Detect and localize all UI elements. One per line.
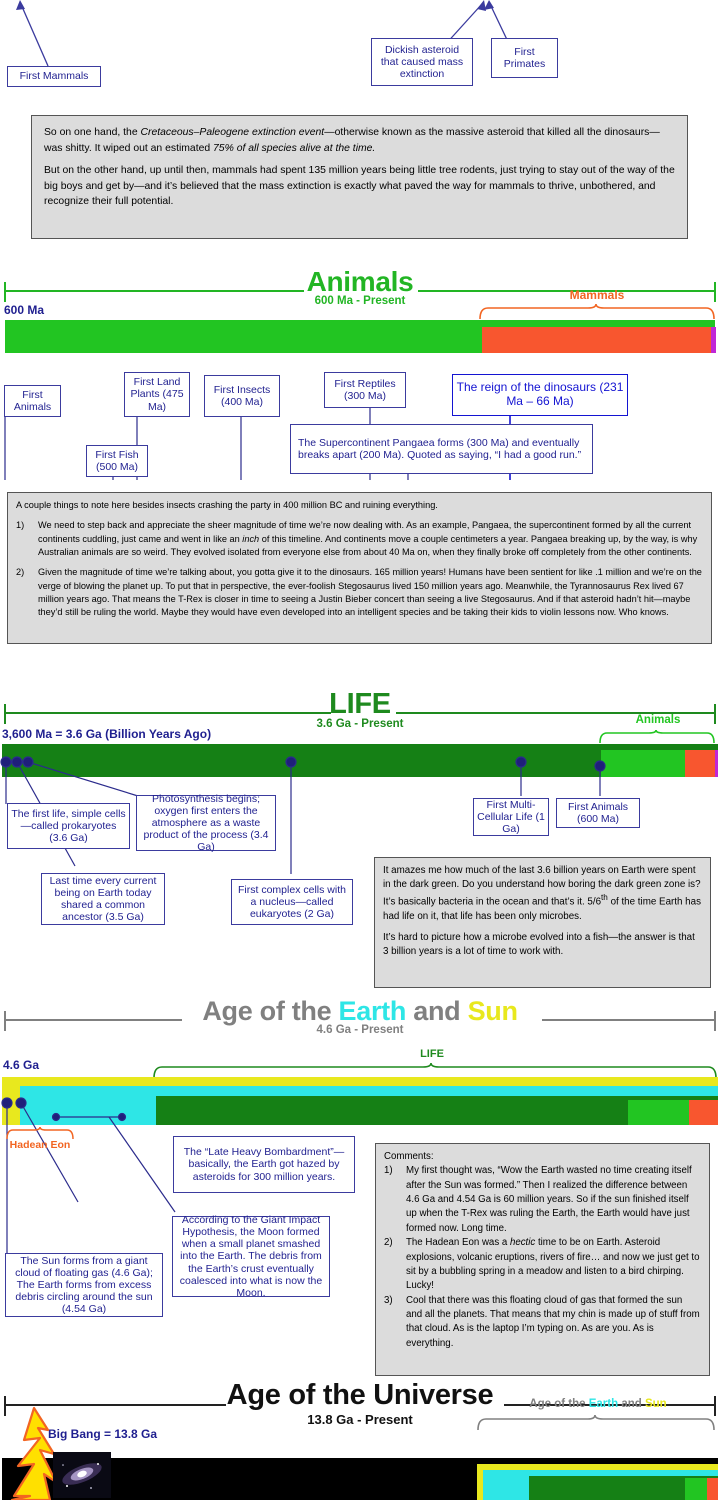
universe-life-red [707,1478,718,1500]
ub-sun: Sun [644,1398,667,1410]
list-body: Cool that there was this floating cloud of gas that formed the sun and all the planets. That means that my chin is made up of stuff from that cloud. As is the laptop I’m typing on. As are you. As is everything. [406,1294,700,1349]
ub-earth: Earth [588,1398,619,1410]
callout-text: The Sun forms from a giant cloud of floating gas (4.6 Ga); The Earth forms from excess debris circling around the sun (4.54 Ga) [15,1254,153,1316]
ub-mid: and [618,1398,645,1410]
life-brace-label-earth: LIFE [420,1048,444,1060]
life-note-p1-rest: of the time Earth has had life on it, that life has been only microbes. [383,896,701,922]
callout-late-heavy-bombardment[interactable] [173,1136,355,1193]
callout-first-animals-life[interactable] [556,798,640,828]
earth-subtitle: 4.6 Ga - Present [316,1024,404,1036]
life-note-box [374,857,711,988]
list-number: 1) [384,1165,393,1177]
life-start-label: 3,600 Ma = 3.6 Ga (Billion Years Ago) [2,727,212,741]
list-body: My first thought was, “Wow the Earth wasted no time creating itself after the Sun was formed.” Then I realized the difference between 4.6 Ga and 4.54 Ga is 60 million years. So if the sun finished itself up when the T-Rex was ruling the Earth, the Earth would have just formed now. Long time. [406,1165,692,1234]
intro-p1-b: —otherwise known as the massive asteroid that killed all the dinosaurs—was shitty. It wiped out an estimated [44,127,660,154]
list-body [38,519,703,559]
callout-first-primates[interactable] [491,38,558,78]
earth-note-heading: Comments: [384,1151,434,1162]
life-note-sup: th [601,893,608,903]
callout-text: Photosynthesis begins; oxygen first enters the atmosphere as a waste product of the process (3.4 Ga) [143,792,269,854]
list-text-b: of this timeline. And continents move a couple centimeters a year. Pangaea breaking up, by the way, is why Australian animals are so weird. They evolved isolated from everyone else from about 40 Ma on, when they finally broke off completely from the other continents. [38,533,698,558]
earth-start-label: 4.6 Ga [3,1058,40,1072]
callout-text: According to the Giant Impact Hypothesis, the Moon formed when a small planet smashed into the Earth. The debris from the Earth’s crust eventually coalesced into what is now the Moon. [179,1214,323,1299]
list-text-italic: inch [242,533,260,544]
callout-first-land-plants[interactable] [124,372,190,417]
earth-title-sun: Sun [467,996,518,1026]
callout-dinosaur-reign[interactable] [452,374,628,416]
callout-text: First Insects (400 Ma) [213,383,271,408]
earth-title-a: Age of the [202,996,339,1026]
life-title: LIFE [329,688,391,720]
animals-note-item [16,519,703,559]
callout-text: First Multi-Cellular Life (1 Ga) [477,798,545,836]
list-text-italic: hectic [509,1237,536,1249]
callout-text: First Fish (500 Ma) [95,448,139,473]
callout-sun-forms[interactable] [5,1253,163,1317]
animals-start-label: 600 Ma [4,303,45,317]
animals-brace-label-life: Animals [635,714,681,726]
intro-paragraph-2: But on the other hand, up until then, mammals had spent 135 million years being little tree rodents, just trying to stay out of the way of the big boys and get by—and it’s believed that the mass extinction is exactly what paved the way for mammals to thrive, unbothered, and recognize their full potential. [44,165,675,208]
callout-first-insects[interactable] [204,375,280,417]
callout-text: First Reptiles (300 Ma) [334,377,396,402]
hadean-eon-label: Hadean Eon [9,1139,71,1151]
earth-note-item [384,1164,701,1236]
top-arrows [0,0,720,110]
earth-note-item [384,1236,701,1293]
life-subtitle: 3.6 Ga - Present [316,718,404,730]
mammals-brace [478,304,716,320]
mammals-brace-label: Mammals [569,288,625,302]
callout-text: First Animals [13,388,52,413]
callout-text: First Primates [503,45,546,70]
list-text-b: time to be on Earth. Asteroid explosions, volcanic eruptions, rivers of fire… and now we just get to sit by a bubbling spring in a meadow and listen to a bird chirping. Lucky! [406,1237,700,1292]
callout-giant-impact-hypothesis[interactable] [172,1216,330,1297]
earth-note-item [384,1294,701,1351]
animals-title: Animals [306,266,414,297]
callout-text: First Animals (600 Ma) [567,800,629,825]
callout-common-ancestor[interactable] [41,873,165,925]
universe-brace-label [480,1398,716,1410]
callout-first-mammals[interactable] [7,66,101,87]
intro-p1-italic-1: Cretaceous–Paleogene extinction event [140,127,325,138]
callout-first-life-prokaryotes[interactable] [7,803,130,849]
callout-text: Dickish asteroid that caused mass extinction [380,43,464,81]
callout-photosynthesis[interactable] [136,792,276,854]
big-bang-label: Big Bang = 13.8 Ga [48,1427,158,1441]
callout-first-animals[interactable] [4,385,61,417]
callout-first-reptiles[interactable] [324,372,406,408]
list-body [406,1236,701,1293]
callout-dickish-asteroid[interactable] [371,38,473,86]
earth-sun-brace-universe [476,1415,718,1431]
callout-text: The reign of the dinosaurs (231 Ma – 66 Ma) [456,380,624,408]
callout-multicellular-life[interactable] [473,798,549,836]
list-number: 3) [384,1294,393,1306]
intro-paragraph-1 [44,125,675,156]
callout-text: The “Late Heavy Bombardment”—basically, the Earth got hazed by asteroids for 300 million years. [183,1146,345,1183]
universe-life-brightgreen [685,1478,707,1500]
callout-text: First complex cells with a nucleus—called eukaryotes (2 Ga) [238,883,346,921]
earth-note-box [375,1143,710,1376]
earth-title-mid: and [406,996,468,1026]
animals-subtitle: 600 Ma - Present [314,295,406,307]
animals-note-intro: A couple things to note here besides insects crashing the party in 400 million BC and ruining everything. [16,500,438,510]
callout-text: First Mammals [19,70,89,83]
universe-subtitle: 13.8 Ga - Present [307,1412,413,1427]
list-number: 1) [16,520,25,531]
life-note-p1: It amazes me how much of the last 3.6 billion years on Earth were spent in the dark green. Do you understand how boring the dark green zone is? It’s basically bacteria in the ocean and that’s it. 5/6 [383,865,701,908]
life-note-paragraph-2: It’s hard to picture how a microbe evolved into a fish—the answer is that 3 billion years is a lot of time to work with. [383,932,695,958]
list-number: 2) [16,567,25,578]
ub-a: Age of the [529,1398,589,1410]
list-text-a: The Hadean Eon was a [406,1237,510,1249]
callout-first-fish[interactable] [86,445,148,477]
intro-p1-a: So on one hand, the [44,127,141,138]
intro-note-box [31,115,688,239]
animals-brace-life [598,730,718,744]
callout-text: The Supercontinent Pangaea forms (300 Ma) and eventually breaks apart (200 Ma). Quoted as saying, “I had a good run.” [298,436,582,461]
list-text-a: We need to step back and appreciate the sheer magnitude of time we’re now dealing with. As an example, Pangaea, the supercontinent formed by all the current continents cuddling, just came and went in like an [38,520,692,544]
universe-title: Age of the Universe [226,1379,494,1411]
earth-title-earth: Earth [338,996,407,1026]
list-number: 2) [384,1237,393,1249]
earth-title [0,996,720,1027]
life-note-paragraph-1 [383,864,702,924]
list-body: Given the magnitude of time we’re talking about, you gotta give it to the dinosaurs. 165 million years! Humans have been sentient for like .1 million and we’re on the verge of blowing the planet up. To put that in perspective, the ever-foolish Stegosaurus lived 150 million years ago. Meanwhile, the Tyrannosaurus Rex lived 67 million years ago. That means the T-Rex is closer in time to seeing a Justin Bieber concert than seeing a live Stegosaurus. And if that asteroid hadn’t hit—maybe they’d still be ruling the world. Maybe they would have even developed into an intelligent species and be taking their kids to violin lessons now. Who knows. [38,567,702,618]
galaxy-image [53,1452,111,1498]
animals-note-item [16,566,703,619]
animals-note-box [7,492,712,644]
intro-p1-italic-2: 75% of all species alive at the time. [213,142,376,154]
callout-text: First Land Plants (475 Ma) [130,376,184,413]
callout-eukaryotes[interactable] [231,879,353,925]
callout-pangaea[interactable] [290,424,593,474]
callout-text: Last time every current being on Earth today shared a common ancestor (3.5 Ga) [49,874,157,924]
callout-text: The first life, simple cells—called prokaryotes (3.6 Ga) [11,807,126,845]
